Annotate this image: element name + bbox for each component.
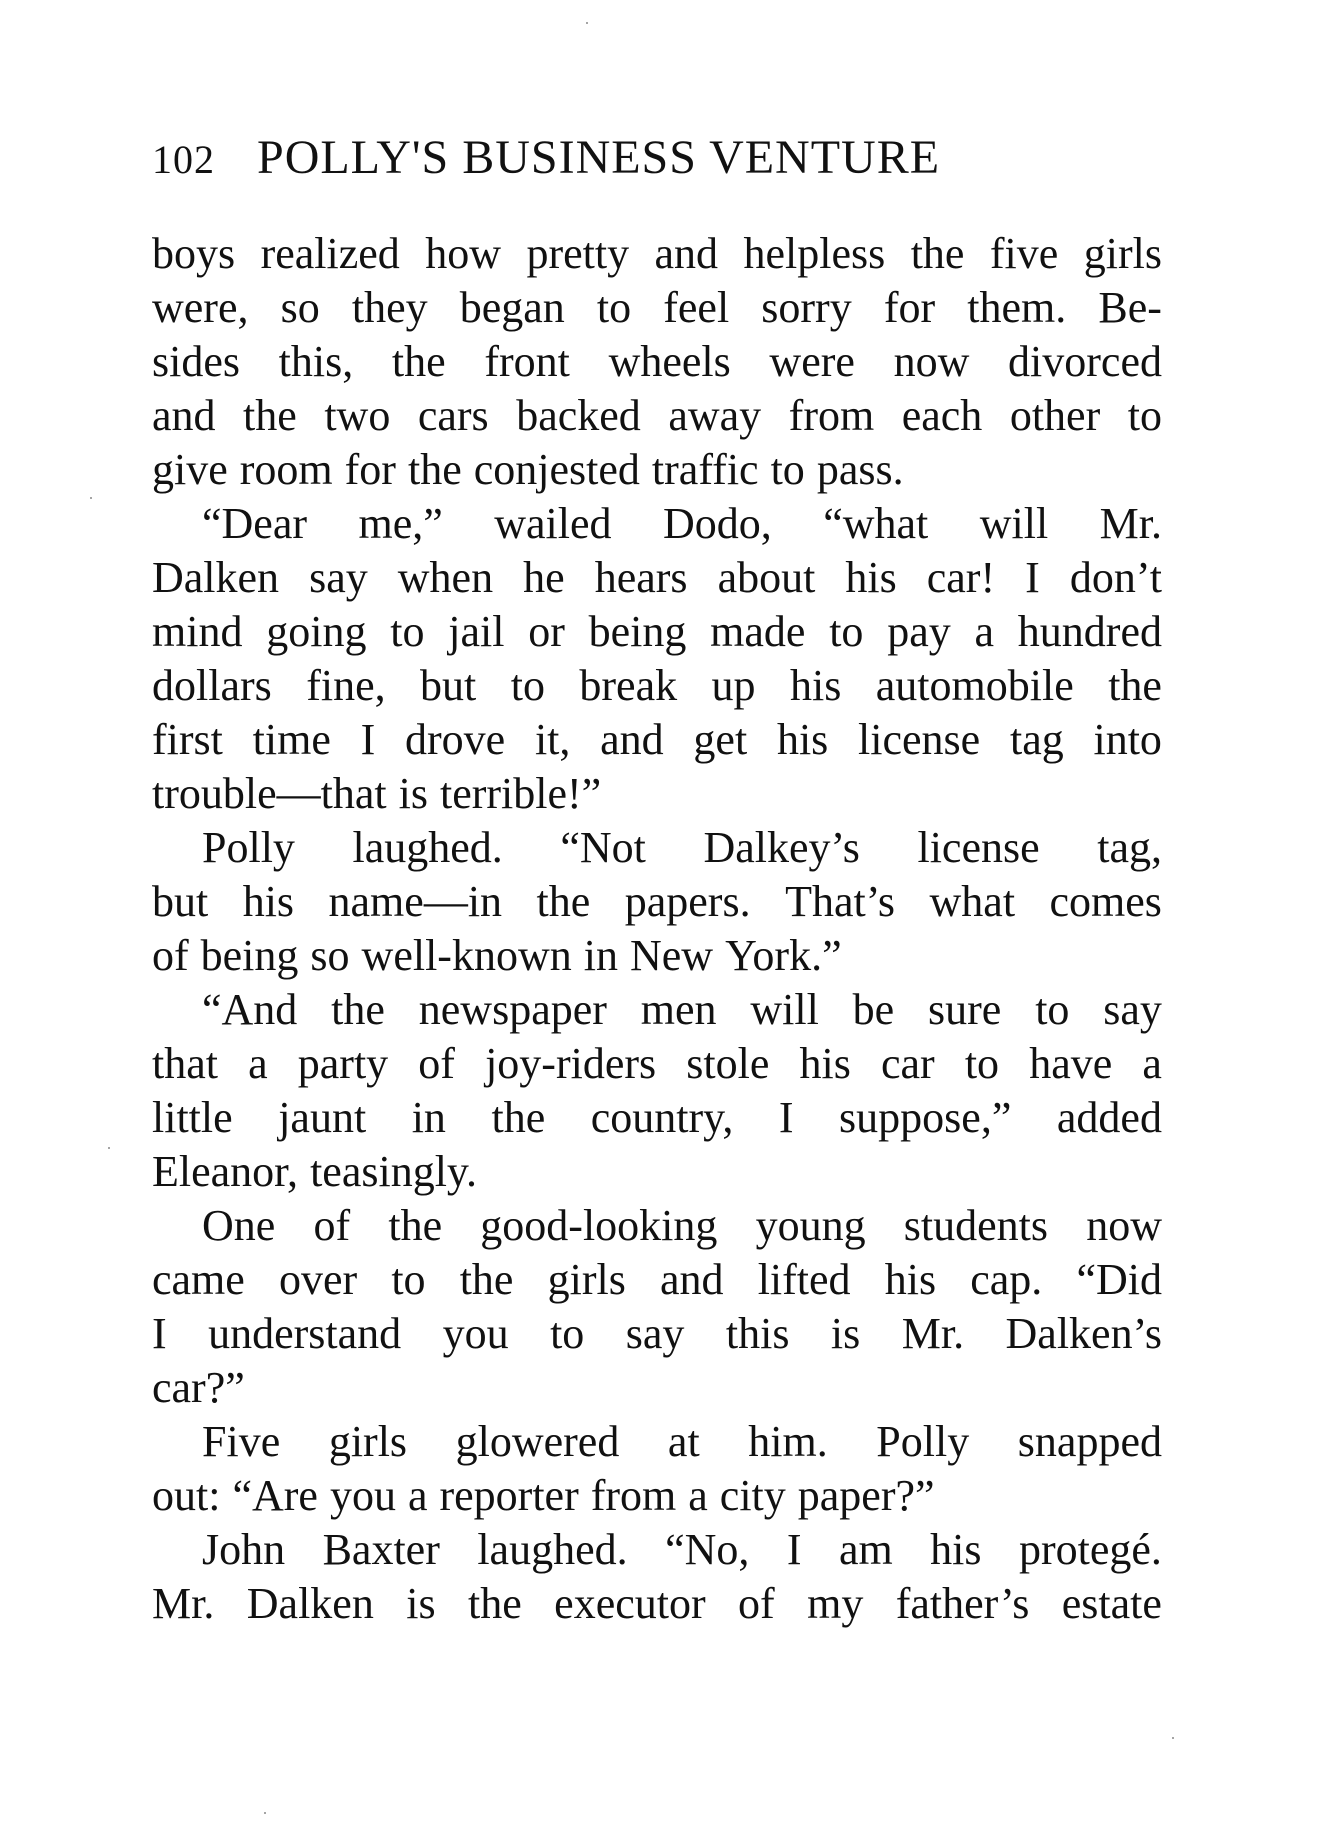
word: added — [1056, 1093, 1162, 1142]
word: terrible!” — [439, 769, 602, 818]
word: away — [668, 391, 762, 440]
word: his — [845, 553, 897, 602]
word: realized — [260, 229, 400, 278]
word: “No, — [665, 1525, 750, 1574]
text-line — [152, 1415, 1162, 1469]
word: from — [788, 391, 875, 440]
word: Dalkey’s — [703, 823, 860, 872]
word: to — [596, 283, 632, 332]
word: you — [442, 1309, 509, 1358]
word: his — [884, 1255, 937, 1304]
word: have — [1029, 1039, 1113, 1088]
scan-speck — [586, 22, 588, 24]
word: the — [407, 445, 462, 494]
word: dollars — [152, 661, 272, 710]
word: his — [776, 715, 829, 764]
word: Dodo, — [662, 499, 772, 548]
word: sides — [152, 337, 240, 386]
word: were, — [152, 283, 249, 332]
word: over — [278, 1255, 358, 1304]
text-line — [152, 1307, 1162, 1361]
word: were — [769, 337, 855, 386]
word: is — [406, 1579, 436, 1628]
word: “what — [823, 499, 929, 548]
text-line — [152, 1145, 1162, 1199]
word: sure — [928, 985, 1002, 1034]
word: a — [688, 1471, 708, 1520]
word: backed — [516, 391, 641, 440]
word: New — [629, 931, 714, 980]
word: for — [883, 283, 936, 332]
word: don’t — [1069, 553, 1162, 602]
word: jail — [448, 607, 505, 656]
word: other — [1009, 391, 1101, 440]
word: pass. — [816, 445, 904, 494]
word: drove — [405, 715, 506, 764]
word: reporter — [439, 1471, 579, 1520]
word: and — [654, 229, 719, 278]
word: when — [397, 553, 494, 602]
word: lifted — [757, 1255, 851, 1304]
word: cars — [417, 391, 489, 440]
text-line — [152, 767, 1162, 821]
word: license — [858, 715, 981, 764]
word: the — [459, 1255, 514, 1304]
word: protegé. — [1018, 1525, 1162, 1574]
word: Be- — [1098, 283, 1162, 332]
word: it, — [534, 715, 571, 764]
word: his — [242, 877, 295, 926]
word: girls — [328, 1417, 408, 1466]
word: of — [738, 1579, 775, 1628]
word: say — [309, 553, 368, 602]
word: I — [360, 715, 376, 764]
word: girls — [547, 1255, 626, 1304]
text-line — [152, 875, 1162, 929]
word: to — [1127, 391, 1162, 440]
word: began — [459, 283, 565, 332]
word: hundred — [1017, 607, 1162, 656]
word: time — [252, 715, 331, 764]
word: party — [297, 1039, 389, 1088]
word: up — [711, 661, 756, 710]
word: what — [929, 877, 1016, 926]
text-line — [152, 659, 1162, 713]
word: Eleanor, — [152, 1147, 299, 1196]
text-line — [152, 281, 1162, 335]
word: paper?” — [797, 1471, 935, 1520]
word: wheels — [608, 337, 731, 386]
word: well-known — [361, 931, 572, 980]
word: break — [579, 661, 678, 710]
word: helpless — [743, 229, 886, 278]
book-title: POLLY'S BUSINESS VENTURE — [257, 131, 941, 184]
text-line — [152, 1361, 1162, 1415]
word: to — [964, 1039, 1000, 1088]
text-line — [152, 1091, 1162, 1145]
word: I — [1025, 553, 1040, 602]
word: out: — [152, 1471, 221, 1520]
word: first — [152, 715, 223, 764]
word: the — [910, 229, 965, 278]
word: glowered — [455, 1417, 620, 1466]
word: John — [202, 1525, 286, 1574]
word: joy-riders — [485, 1039, 657, 1088]
word: “Dear — [202, 499, 308, 548]
word: I — [786, 1525, 802, 1574]
word: girls — [1083, 229, 1162, 278]
word: for — [344, 445, 396, 494]
word: comes — [1049, 877, 1162, 926]
word: so — [280, 283, 320, 332]
word: the — [468, 1579, 522, 1628]
word: his — [789, 661, 842, 710]
word: trouble—that — [152, 769, 387, 818]
word: the — [391, 337, 446, 386]
word: the — [331, 985, 385, 1034]
word: father’s — [895, 1579, 1030, 1628]
word: say — [1103, 985, 1162, 1034]
word: car! — [926, 553, 996, 602]
word: the — [243, 391, 297, 440]
word: automobile — [875, 661, 1074, 710]
body-text — [152, 227, 1162, 1631]
word: about — [717, 553, 816, 602]
word: a — [1142, 1039, 1162, 1088]
word: a — [407, 1471, 428, 1520]
word: this, — [278, 337, 354, 386]
word: the — [491, 1093, 546, 1142]
word: “Not — [560, 823, 646, 872]
word: teasingly. — [310, 1147, 478, 1196]
word: “And — [202, 985, 298, 1034]
word: Mr. — [901, 1309, 965, 1358]
word: and — [600, 715, 664, 764]
word: being — [588, 607, 687, 656]
text-line — [152, 389, 1162, 443]
word: five — [989, 229, 1059, 278]
text-line — [152, 1577, 1162, 1631]
word: will — [979, 499, 1049, 548]
word: is — [398, 769, 428, 818]
word: sorry — [761, 283, 852, 332]
word: say — [625, 1309, 685, 1358]
word: the — [536, 877, 591, 926]
word: now — [1086, 1201, 1162, 1250]
page-number: 102 — [152, 137, 215, 182]
word: get — [693, 715, 748, 764]
word: them. — [967, 283, 1067, 332]
word: Five — [202, 1417, 281, 1466]
word: Dalken’s — [1005, 1309, 1162, 1358]
text-line — [152, 443, 1162, 497]
word: hears — [594, 553, 688, 602]
running-head — [152, 128, 1162, 188]
word: papers. — [624, 877, 751, 926]
word: Mr. — [152, 1579, 215, 1628]
word: each — [901, 391, 983, 440]
text-line — [152, 1253, 1162, 1307]
word: a — [248, 1039, 268, 1088]
word: stole — [686, 1039, 770, 1088]
text-line — [152, 605, 1162, 659]
word: a — [974, 607, 995, 656]
word: One — [202, 1201, 276, 1250]
word: young — [755, 1201, 866, 1250]
word: newspaper — [418, 985, 607, 1034]
scan-speck — [264, 1812, 266, 1814]
word: Mr. — [1099, 499, 1162, 548]
word: to — [829, 607, 864, 656]
word: name—in — [328, 877, 503, 926]
word: mind — [152, 607, 243, 656]
word: from — [590, 1471, 677, 1520]
word: little — [152, 1093, 233, 1142]
word: good-looking — [480, 1201, 718, 1250]
word: I — [778, 1093, 794, 1142]
word: that — [152, 1039, 218, 1088]
word: front — [484, 337, 570, 386]
word: cap. — [970, 1255, 1043, 1304]
word: is — [830, 1309, 861, 1358]
word: car?” — [152, 1363, 245, 1412]
word: they — [351, 283, 428, 332]
word: pretty — [526, 229, 630, 278]
word: York.” — [725, 931, 842, 980]
word: at — [667, 1417, 700, 1466]
word: give — [152, 445, 228, 494]
word: tag — [1009, 715, 1064, 764]
word: made — [710, 607, 806, 656]
word: to — [1035, 985, 1070, 1034]
word: “Did — [1076, 1255, 1162, 1304]
text-line — [152, 821, 1162, 875]
scan-speck — [1172, 1737, 1174, 1739]
word: so — [310, 931, 350, 980]
word: boys — [152, 229, 236, 278]
word: but — [152, 877, 209, 926]
word: in — [583, 931, 618, 980]
word: Baxter — [322, 1525, 440, 1574]
word: be — [852, 985, 895, 1034]
word: students — [903, 1201, 1049, 1250]
word: him. — [748, 1417, 828, 1466]
text-line — [152, 983, 1162, 1037]
word: pay — [887, 607, 951, 656]
scan-speck — [90, 497, 92, 499]
word: my — [807, 1579, 864, 1628]
word: but — [420, 661, 477, 710]
word: the — [1108, 661, 1162, 710]
word: estate — [1061, 1579, 1162, 1628]
word: Dalken — [246, 1579, 374, 1628]
word: in — [411, 1093, 446, 1142]
word: car — [880, 1039, 935, 1088]
text-line — [152, 1199, 1162, 1253]
word: will — [750, 985, 819, 1034]
word: men — [640, 985, 717, 1034]
word: room — [239, 445, 333, 494]
word: laughed. — [477, 1525, 628, 1574]
word: the — [388, 1201, 443, 1250]
text-line — [152, 551, 1162, 605]
word: am — [838, 1525, 893, 1574]
word: executor — [554, 1579, 706, 1628]
word: suppose,” — [839, 1093, 1012, 1142]
word: to — [510, 661, 545, 710]
word: divorced — [1008, 337, 1162, 386]
word: understand — [208, 1309, 402, 1358]
word: me,” — [358, 499, 443, 548]
word: to — [550, 1309, 585, 1358]
text-line — [152, 497, 1162, 551]
text-line — [152, 227, 1162, 281]
word: of — [418, 1039, 455, 1088]
text-line — [152, 929, 1162, 983]
word: wailed — [494, 499, 612, 548]
word: I — [152, 1309, 167, 1358]
word: “Are — [232, 1471, 318, 1520]
word: you — [329, 1471, 396, 1520]
word: tag, — [1097, 823, 1162, 872]
word: he — [523, 553, 565, 602]
word: fine, — [306, 661, 386, 710]
word: to — [390, 607, 425, 656]
scan-speck — [108, 1147, 110, 1149]
word: Polly — [202, 823, 295, 872]
word: this — [725, 1309, 790, 1358]
word: or — [528, 607, 565, 656]
word: Polly — [876, 1417, 970, 1466]
word: traffic — [651, 445, 759, 494]
word: and — [152, 391, 216, 440]
word: and — [660, 1255, 724, 1304]
word: his — [799, 1039, 851, 1088]
word: how — [425, 229, 501, 278]
word: laughed. — [352, 823, 503, 872]
text-line — [152, 713, 1162, 767]
word: came — [152, 1255, 245, 1304]
word: jaunt — [278, 1093, 367, 1142]
word: feel — [663, 283, 730, 332]
word: snapped — [1017, 1417, 1162, 1466]
word: now — [893, 337, 970, 386]
text-line — [152, 1469, 1162, 1523]
word: city — [719, 1471, 786, 1520]
word: going — [266, 607, 367, 656]
word: Dalken — [152, 553, 280, 602]
word: into — [1093, 715, 1162, 764]
word: to — [391, 1255, 426, 1304]
word: two — [324, 391, 391, 440]
word: of — [152, 931, 189, 980]
word: That’s — [785, 877, 896, 926]
text-line — [152, 335, 1162, 389]
word: of — [313, 1201, 351, 1250]
word: being — [200, 931, 299, 980]
word: conjested — [473, 445, 640, 494]
word: his — [930, 1525, 982, 1574]
text-line — [152, 1037, 1162, 1091]
word: to — [770, 445, 805, 494]
text-line — [152, 1523, 1162, 1577]
word: license — [917, 823, 1040, 872]
word: country, — [590, 1093, 734, 1142]
